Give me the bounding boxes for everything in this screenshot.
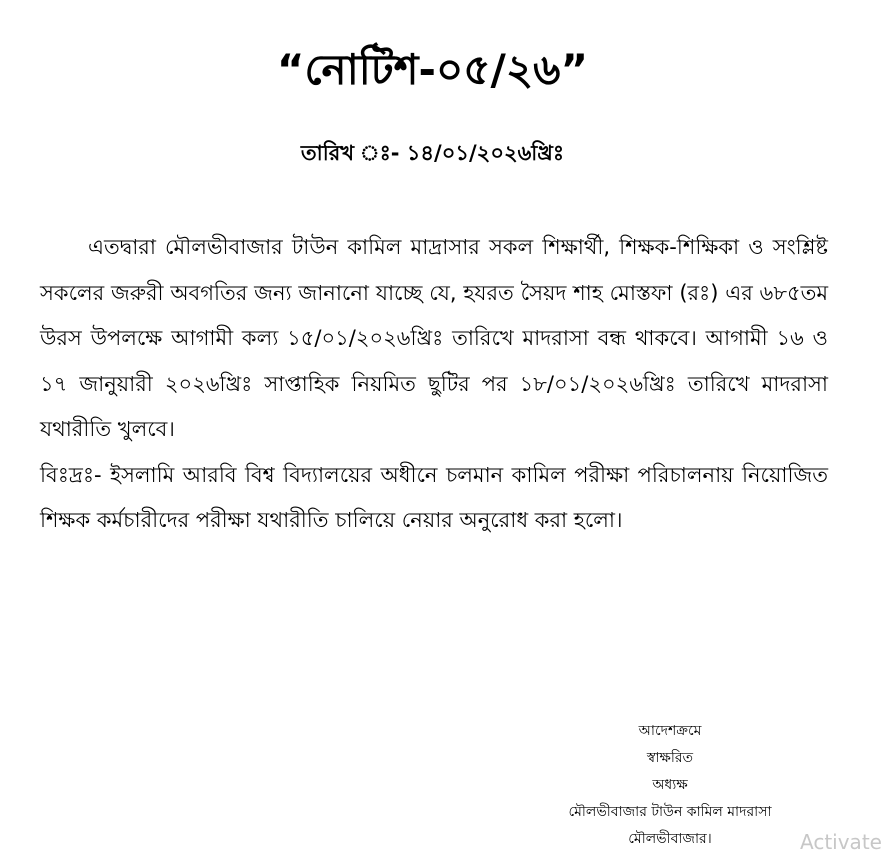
notice-title: “নোটিশ-০৫/২৬”: [276, 45, 589, 94]
notice-date: তারিখ ঃ- ১৪/০১/২০২৬খ্রিঃ: [300, 141, 565, 165]
signature-order-line: আদেশক্রমে: [638, 723, 702, 739]
notice-body: [40, 225, 828, 544]
signature-block: [520, 718, 820, 853]
activation-watermark: Activate: [800, 830, 882, 854]
notice-note-paragraph: বিঃদ্রঃ- ইসলামি আরবি বিশ্ব বিদ্যালয়ের অধীনে চলমান কামিল পরীক্ষা পরিচালনায় নিয়োজিত শিক্ষক কর্মচারীদের পরীক্ষা যথারীতি চালিয়ে নেয়ার অনুরোধ করা হলো।: [40, 462, 828, 532]
signature-institution: মৌলভীবাজার টাউন কামিল মাদরাসা: [568, 804, 772, 820]
notice-main-paragraph: এতদ্বারা মৌলভীবাজার টাউন কামিল মাদ্রাসার সকল শিক্ষার্থী, শিক্ষক-শিক্ষিকা ও সংশ্লিষ্ট সকলের জরুরী অবগতির জন্য জানানো যাচ্ছে যে, হযরত সৈয়দ শাহ মোস্তফা (রঃ) এর ৬৮৫তম উরস উপলক্ষে আগামী কল্য ১৫/০১/২০২৬খ্রিঃ তারিখে মাদরাসা বন্ধ থাকবে। আগামী ১৬ ও ১৭ জানুয়ারী ২০২৬খ্রিঃ সাপ্তাহিক নিয়মিত ছুটির পর ১৮/০১/২০২৬খ্রিঃ তারিখে মাদরাসা যথারীতি খুলবে।: [40, 235, 828, 441]
signature-designation: অধ্যক্ষ: [652, 777, 688, 793]
signature-location: মৌলভীবাজার।: [628, 831, 712, 847]
signature-signed-line: স্বাক্ষরিত: [646, 750, 694, 766]
